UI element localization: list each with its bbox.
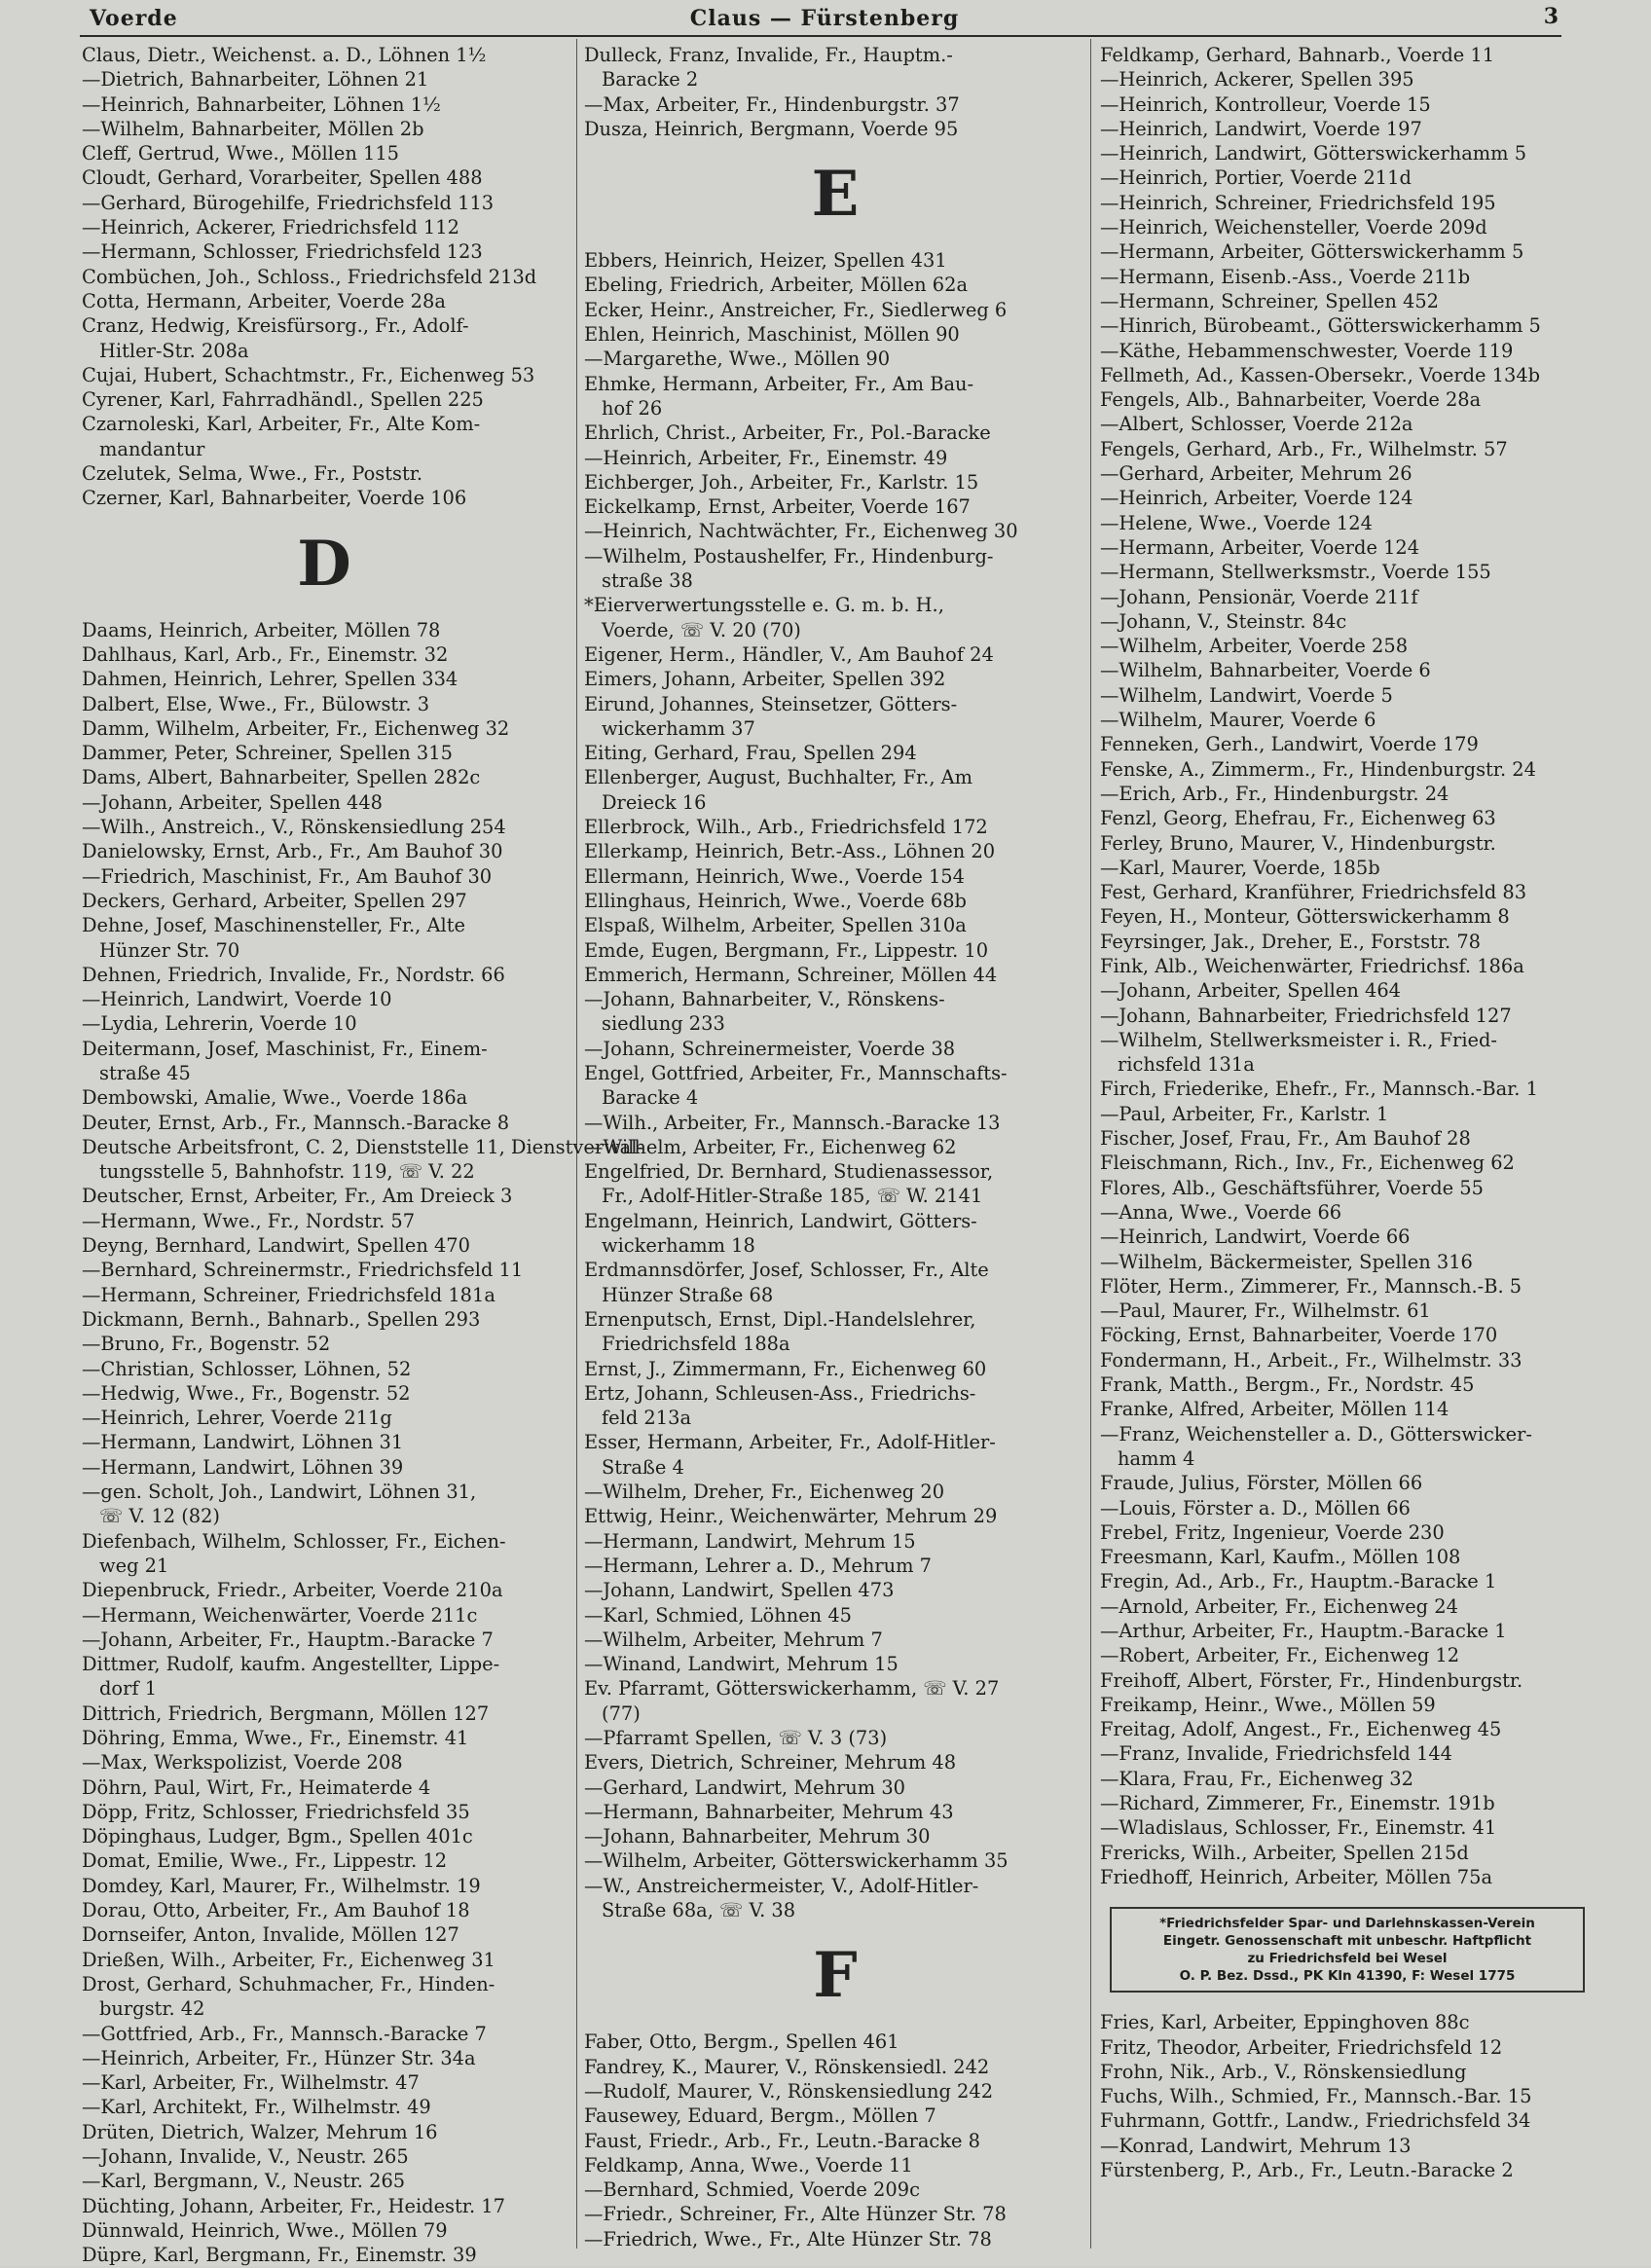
directory-entry: —Johann, V., Steinstr. 84c xyxy=(1100,609,1347,633)
directory-entry-continuation: Dreieck 16 xyxy=(602,790,707,814)
directory-entry: —Heinrich, Kontrolleur, Voerde 15 xyxy=(1100,92,1431,116)
directory-entry: Ellerkamp, Heinrich, Betr.-Ass., Löhnen 20 xyxy=(584,840,996,863)
directory-entry: Fritz, Theodor, Arbeiter, Friedrichsfeld 12 xyxy=(1100,2035,1503,2059)
directory-entry: —W., Anstreichermeister, V., Adolf-Hitler- xyxy=(584,1874,979,1897)
directory-entry-continuation: Straße 4 xyxy=(602,1455,684,1479)
directory-entry: Ehrlich, Christ., Arbeiter, Fr., Pol.-Baracke xyxy=(584,421,991,445)
directory-entry: Ehlen, Heinrich, Maschinist, Möllen 90 xyxy=(584,323,960,347)
directory-entry: Esser, Hermann, Arbeiter, Fr., Adolf-Hitler- xyxy=(584,1431,996,1454)
directory-entry: Dulleck, Franz, Invalide, Fr., Hauptm.- xyxy=(584,44,953,66)
directory-entry: Eigener, Herm., Händler, V., Am Bauhof 24 xyxy=(584,642,994,666)
directory-entry: —Pfarramt Spellen, ☏ V. 3 (73) xyxy=(584,1727,888,1749)
directory-entry: —Wilhelm, Landwirt, Voerde 5 xyxy=(1100,683,1393,707)
directory-entry: —Wilhelm, Bahnarbeiter, Voerde 6 xyxy=(1100,659,1431,682)
directory-entry: —Hermann, Bahnarbeiter, Mehrum 43 xyxy=(584,1800,954,1823)
directory-entry: —Johann, Arbeiter, Spellen 464 xyxy=(1100,979,1401,1003)
directory-entry: Fest, Gerhard, Kranführer, Friedrichsfeld 83 xyxy=(1100,881,1527,904)
directory-entry-continuation: feld 213a xyxy=(602,1407,692,1430)
directory-entry: Cloudt, Gerhard, Vorarbeiter, Spellen 488 xyxy=(82,166,483,190)
directory-entry: —Christian, Schlosser, Löhnen, 52 xyxy=(82,1357,412,1380)
directory-entry: Eickelkamp, Ernst, Arbeiter, Voerde 167 xyxy=(584,495,971,519)
directory-entry: —Friedrich, Wwe., Fr., Alte Hünzer Str. 78 xyxy=(584,2227,992,2250)
directory-entry: Ellinghaus, Heinrich, Wwe., Voerde 68b xyxy=(584,889,967,912)
directory-entry: —Wilhelm, Bäckermeister, Spellen 316 xyxy=(1100,1250,1473,1273)
directory-entry: Fenzl, Georg, Ehefrau, Fr., Eichenweg 63 xyxy=(1100,807,1496,830)
directory-entry: —Johann, Schreinermeister, Voerde 38 xyxy=(584,1037,956,1060)
directory-entry: Eimers, Johann, Arbeiter, Spellen 392 xyxy=(584,668,946,691)
directory-entry: Dams, Albert, Bahnarbeiter, Spellen 282c xyxy=(82,766,481,789)
directory-entry: —Wilhelm, Arbeiter, Voerde 258 xyxy=(1100,635,1409,658)
directory-entry: —Hermann, Wwe., Fr., Nordstr. 57 xyxy=(82,1209,416,1232)
directory-entry-continuation: hamm 4 xyxy=(1118,1446,1195,1470)
directory-entry: —Heinrich, Landwirt, Voerde 66 xyxy=(1100,1225,1411,1249)
directory-entry: Ecker, Heinr., Anstreicher, Fr., Siedlerweg 6 xyxy=(584,298,1008,321)
directory-entry: Föcking, Ernst, Bahnarbeiter, Voerde 170 xyxy=(1100,1324,1498,1347)
directory-entry: Eichberger, Joh., Arbeiter, Fr., Karlstr. 15 xyxy=(584,470,979,494)
header-name-range: Claus — Fürstenberg xyxy=(689,6,960,31)
directory-entry: Domat, Emilie, Wwe., Fr., Lippestr. 12 xyxy=(82,1849,448,1873)
directory-entry: Düchting, Johann, Arbeiter, Fr., Heidestr. 17 xyxy=(82,2194,505,2217)
directory-entry: —Wilhelm, Arbeiter, Götterswickerhamm 35 xyxy=(584,1849,1009,1873)
directory-entry: —Gottfried, Arb., Fr., Mannsch.-Baracke 7 xyxy=(82,2022,487,2045)
directory-entry: —Gerhard, Landwirt, Mehrum 30 xyxy=(584,1775,906,1799)
directory-entry: Ertz, Johann, Schleusen-Ass., Friedrichs- xyxy=(584,1381,976,1405)
directory-entry: —Gerhard, Bürogehilfe, Friedrichsfeld 113 xyxy=(82,191,495,214)
directory-entry: —Bruno, Fr., Bogenstr. 52 xyxy=(82,1333,331,1356)
directory-entry: Fuhrmann, Gottfr., Landw., Friedrichsfeld 34 xyxy=(1100,2109,1531,2133)
directory-entry: —Helene, Wwe., Voerde 124 xyxy=(1100,511,1373,534)
directory-entry: Deuter, Ernst, Arb., Fr., Mannsch.-Baracke 8 xyxy=(82,1111,510,1134)
directory-entry-continuation: wickerhamm 37 xyxy=(602,716,755,740)
directory-entry: —Franz, Weichensteller a. D., Götterswicker- xyxy=(1100,1422,1532,1445)
directory-entry: Dünnwald, Heinrich, Wwe., Möllen 79 xyxy=(82,2218,448,2242)
directory-entry-continuation: Fr., Adolf-Hitler-Straße 185, ☏ W. 2141 xyxy=(602,1185,983,1208)
directory-entry: Ehmke, Hermann, Arbeiter, Fr., Am Bau- xyxy=(584,372,974,395)
header-locality: Voerde xyxy=(90,6,178,31)
directory-entry: —Wilhelm, Maurer, Voerde 6 xyxy=(1100,709,1376,732)
directory-entry: Eirund, Johannes, Steinsetzer, Götters- xyxy=(584,692,958,715)
directory-entry: —Hermann, Schlosser, Friedrichsfeld 123 xyxy=(82,240,483,264)
directory-entry: Drießen, Wilh., Arbeiter, Fr., Eichenweg 31 xyxy=(82,1948,495,1971)
directory-entry: —Heinrich, Landwirt, Voerde 10 xyxy=(82,988,392,1011)
directory-entry: Eiting, Gerhard, Frau, Spellen 294 xyxy=(584,742,917,765)
directory-entry-continuation: straße 45 xyxy=(99,1061,191,1084)
directory-entry: —Hermann, Weichenwärter, Voerde 211c xyxy=(82,1603,478,1627)
directory-entry: —Wilhelm, Arbeiter, Mehrum 7 xyxy=(584,1628,883,1651)
directory-entry: —Heinrich, Arbeiter, Fr., Einemstr. 49 xyxy=(584,446,948,469)
directory-entry: Deitermann, Josef, Maschinist, Fr., Einem- xyxy=(82,1037,488,1060)
advertisement-line: zu Friedrichsfeld bei Wesel xyxy=(1247,1951,1448,1967)
directory-entry-continuation: Hünzer Str. 70 xyxy=(99,938,240,962)
directory-entry: Ferley, Bruno, Maurer, V., Hindenburgstr. xyxy=(1100,831,1496,855)
directory-entry: Czelutek, Selma, Wwe., Fr., Poststr. xyxy=(82,462,423,486)
directory-entry-continuation: burgstr. 42 xyxy=(99,1997,205,2021)
directory-entry: Dembowski, Amalie, Wwe., Voerde 186a xyxy=(82,1086,468,1110)
directory-entry: Dorau, Otto, Arbeiter, Fr., Am Bauhof 18 xyxy=(82,1899,470,1922)
directory-entry: —Heinrich, Arbeiter, Fr., Hünzer Str. 34a xyxy=(82,2046,476,2069)
directory-entry: Fengels, Gerhard, Arb., Fr., Wilhelmstr. 57 xyxy=(1100,437,1508,460)
directory-entry: —Hermann, Arbeiter, Götterswickerhamm 5 xyxy=(1100,240,1524,264)
directory-entry: Döhrn, Paul, Wirt, Fr., Heimaterde 4 xyxy=(82,1775,431,1799)
directory-entry: —Karl, Schmied, Löhnen 45 xyxy=(584,1603,853,1627)
directory-entry: Fries, Karl, Arbeiter, Eppinghoven 88c xyxy=(1100,2011,1470,2034)
directory-entry: Engel, Gottfried, Arbeiter, Fr., Mannschafts- xyxy=(584,1061,1008,1084)
directory-entry: Cotta, Hermann, Arbeiter, Voerde 28a xyxy=(82,289,446,312)
directory-entry: Dahmen, Heinrich, Lehrer, Spellen 334 xyxy=(82,668,459,691)
directory-entry: —Max, Werkspolizist, Voerde 208 xyxy=(82,1751,403,1774)
directory-entry: —Gerhard, Arbeiter, Mehrum 26 xyxy=(1100,462,1413,486)
directory-entry: Deyng, Bernhard, Landwirt, Spellen 470 xyxy=(82,1234,470,1258)
directory-entry: Dittrich, Friedrich, Bergmann, Möllen 127 xyxy=(82,1701,490,1725)
directory-entry: Dammer, Peter, Schreiner, Spellen 315 xyxy=(82,742,453,765)
directory-entry-continuation: dorf 1 xyxy=(99,1677,158,1701)
directory-entry: Emde, Eugen, Bergmann, Fr., Lippestr. 10 xyxy=(584,938,989,962)
directory-entry: —Rudolf, Maurer, V., Rönskensiedlung 242 xyxy=(584,2079,994,2103)
directory-entry: —Johann, Bahnarbeiter, Friedrichsfeld 127 xyxy=(1100,1004,1512,1027)
directory-entry: Emmerich, Hermann, Schreiner, Möllen 44 xyxy=(584,963,998,986)
directory-entry: Fink, Alb., Weichenwärter, Friedrichsf. 186a xyxy=(1100,954,1524,977)
directory-entry: Diefenbach, Wilhelm, Schlosser, Fr., Eichen- xyxy=(82,1529,506,1553)
directory-entry: Dehnen, Friedrich, Invalide, Fr., Nordstr. 66 xyxy=(82,963,505,986)
directory-entry: —Hinrich, Bürobeamt., Götterswickerhamm 5 xyxy=(1100,314,1541,338)
directory-entry: —Wilhelm, Postaushelfer, Fr., Hindenburg- xyxy=(584,544,994,567)
directory-entry: —Winand, Landwirt, Mehrum 15 xyxy=(584,1653,899,1676)
directory-entry: Dahlhaus, Karl, Arb., Fr., Einemstr. 32 xyxy=(82,642,449,666)
directory-entry: —Heinrich, Lehrer, Voerde 211g xyxy=(82,1407,392,1430)
directory-entry-continuation: Hünzer Straße 68 xyxy=(602,1283,774,1306)
directory-entry: Dehne, Josef, Maschinensteller, Fr., Alte xyxy=(82,914,465,937)
directory-entry: Deutscher, Ernst, Arbeiter, Fr., Am Dreieck 3 xyxy=(82,1185,513,1208)
directory-entry: —Karl, Maurer, Voerde, 185b xyxy=(1100,856,1380,879)
directory-entry: —Heinrich, Schreiner, Friedrichsfeld 195 xyxy=(1100,191,1496,214)
directory-entry: —Paul, Maurer, Fr., Wilhelmstr. 61 xyxy=(1100,1299,1431,1323)
directory-entry: —Robert, Arbeiter, Fr., Eichenweg 12 xyxy=(1100,1644,1460,1667)
directory-entry: Cyrener, Karl, Fahrradhändl., Spellen 225 xyxy=(82,388,484,412)
directory-entry-continuation: siedlung 233 xyxy=(602,1012,725,1036)
directory-entry: —Wilhelm, Stellwerksmeister i. R., Fried- xyxy=(1100,1028,1497,1051)
directory-entry: Deckers, Gerhard, Arbeiter, Spellen 297 xyxy=(82,889,467,912)
directory-entry-continuation: Friedrichsfeld 188a xyxy=(602,1333,790,1356)
directory-entry: Engelfried, Dr. Bernhard, Studienassessor, xyxy=(584,1160,994,1184)
directory-entry: —Johann, Bahnarbeiter, Mehrum 30 xyxy=(584,1825,931,1848)
directory-entry: Ernst, J., Zimmermann, Fr., Eichenweg 60 xyxy=(584,1357,987,1380)
directory-entry: —Hedwig, Wwe., Fr., Bogenstr. 52 xyxy=(82,1381,411,1405)
directory-entry: Ev. Pfarramt, Götterswickerhamm, ☏ V. 27 xyxy=(584,1677,1000,1701)
directory-entry: Fellmeth, Ad., Kassen-Obersekr., Voerde 134b xyxy=(1100,363,1541,386)
directory-entry: —Heinrich, Ackerer, Friedrichsfeld 112 xyxy=(82,216,459,239)
directory-entry: Freitag, Adolf, Angest., Fr., Eichenweg 45 xyxy=(1100,1718,1502,1741)
directory-entry: Fenske, A., Zimmerm., Fr., Hindenburgstr. 24 xyxy=(1100,757,1536,781)
directory-entry: —Käthe, Hebammenschwester, Voerde 119 xyxy=(1100,339,1514,362)
directory-entry-continuation: Baracke 4 xyxy=(602,1086,699,1110)
directory-entry: Fengels, Alb., Bahnarbeiter, Voerde 28a xyxy=(1100,388,1482,412)
directory-entry: —Heinrich, Bahnarbeiter, Löhnen 1½ xyxy=(82,92,441,116)
directory-entry: —Hermann, Landwirt, Löhnen 39 xyxy=(82,1455,404,1479)
directory-entry: Feldkamp, Anna, Wwe., Voerde 11 xyxy=(584,2153,913,2177)
directory-entry: —Louis, Förster a. D., Möllen 66 xyxy=(1100,1496,1411,1519)
directory-entry: —Friedrich, Maschinist, Fr., Am Bauhof 30 xyxy=(82,864,493,888)
directory-entry-continuation: ☏ V. 12 (82) xyxy=(99,1505,220,1528)
directory-entry: Deutsche Arbeitsfront, C. 2, Dienststelle 11, Dienstverwal- xyxy=(82,1135,643,1158)
directory-entry: Flores, Alb., Geschäftsführer, Voerde 55 xyxy=(1100,1176,1484,1199)
directory-entry-continuation: mandantur xyxy=(99,437,205,460)
directory-entry: Evers, Dietrich, Schreiner, Mehrum 48 xyxy=(584,1751,957,1774)
directory-entry: —Heinrich, Nachtwächter, Fr., Eichenweg 30 xyxy=(584,520,1018,543)
directory-entry: —Albert, Schlosser, Voerde 212a xyxy=(1100,413,1413,436)
directory-entry: Frohn, Nik., Arb., V., Rönskensiedlung xyxy=(1100,2060,1467,2083)
section-letter: F xyxy=(813,1939,858,2013)
directory-entry: Feldkamp, Gerhard, Bahnarb., Voerde 11 xyxy=(1100,44,1495,66)
directory-entry: Firch, Friederike, Ehefr., Fr., Mannsch.-Bar. 1 xyxy=(1100,1078,1538,1101)
advertisement-line: Eingetr. Genossenschaft mit unbeschr. Haftpflicht xyxy=(1162,1933,1532,1950)
directory-entry: —Karl, Bergmann, V., Neustr. 265 xyxy=(82,2170,406,2193)
directory-entry: —Wilhelm, Arbeiter, Fr., Eichenweg 62 xyxy=(584,1135,957,1158)
directory-entry-continuation: tungsstelle 5, Bahnhofstr. 119, ☏ V. 22 xyxy=(99,1160,475,1184)
directory-entry: Freikamp, Heinr., Wwe., Möllen 59 xyxy=(1100,1693,1436,1716)
page-number: 3 xyxy=(1543,4,1559,29)
directory-entry: Claus, Dietr., Weichenst. a. D., Löhnen 1½ xyxy=(82,44,487,66)
directory-entry: —Anna, Wwe., Voerde 66 xyxy=(1100,1200,1342,1224)
page-header xyxy=(90,4,1559,37)
directory-entry: Friedhoff, Heinrich, Arbeiter, Möllen 75a xyxy=(1100,1865,1492,1888)
directory-entry-continuation: weg 21 xyxy=(99,1554,169,1577)
directory-entry: —Johann, Landwirt, Spellen 473 xyxy=(584,1579,895,1602)
directory-entry: —Wilh., Anstreich., V., Rönskensiedlung 254 xyxy=(82,816,506,839)
directory-entry: Feyrsinger, Jak., Dreher, E., Forststr. 78 xyxy=(1100,930,1481,953)
directory-entry: —Arnold, Arbeiter, Fr., Eichenweg 24 xyxy=(1100,1594,1458,1618)
directory-entry: —Heinrich, Landwirt, Voerde 197 xyxy=(1100,117,1422,140)
directory-entry: Ebeling, Friedrich, Arbeiter, Möllen 62a xyxy=(584,274,969,297)
directory-entry: Freihoff, Albert, Förster, Fr., Hindenburgstr. xyxy=(1100,1668,1523,1692)
directory-entry: —Johann, Arbeiter, Spellen 448 xyxy=(82,790,383,814)
directory-entry: —Hermann, Stellwerksmstr., Voerde 155 xyxy=(1100,561,1491,584)
directory-entry: —Heinrich, Portier, Voerde 211d xyxy=(1100,166,1412,190)
directory-entry: Döhring, Emma, Wwe., Fr., Einemstr. 41 xyxy=(82,1727,469,1749)
directory-entry: —Wilh., Arbeiter, Fr., Mannsch.-Baracke 13 xyxy=(584,1111,1001,1134)
directory-entry: Ebbers, Heinrich, Heizer, Spellen 431 xyxy=(584,249,947,273)
directory-entry: Czarnoleski, Karl, Arbeiter, Fr., Alte Kom- xyxy=(82,413,481,436)
directory-entry: —Hermann, Schreiner, Spellen 452 xyxy=(1100,289,1440,312)
directory-entry: Fürstenberg, P., Arb., Fr., Leutn.-Baracke 2 xyxy=(1100,2159,1514,2182)
directory-entry: —Wilhelm, Bahnarbeiter, Möllen 2b xyxy=(82,117,424,140)
directory-entry: —Max, Arbeiter, Fr., Hindenburgstr. 37 xyxy=(584,92,960,116)
directory-entry: —Bernhard, Schreinermstr., Friedrichsfeld 11 xyxy=(82,1259,524,1282)
directory-entry: Faust, Friedr., Arb., Fr., Leutn.-Baracke 8 xyxy=(584,2129,981,2152)
column-middle xyxy=(584,43,1086,2251)
directory-entry: Fregin, Ad., Arb., Fr., Hauptm.-Baracke 1 xyxy=(1100,1570,1497,1593)
directory-entry: Drüten, Dietrich, Walzer, Mehrum 16 xyxy=(82,2120,438,2143)
directory-entry: Dickmann, Bernh., Bahnarb., Spellen 293 xyxy=(82,1307,481,1331)
advertisement-box xyxy=(1110,1907,1585,1993)
directory-entry: —Friedr., Schreiner, Fr., Alte Hünzer Str. 78 xyxy=(584,2203,1007,2226)
directory-entry: —Karl, Architekt, Fr., Wilhelmstr. 49 xyxy=(82,2096,431,2119)
directory-entry: Feyen, H., Monteur, Götterswickerhamm 8 xyxy=(1100,905,1510,929)
directory-entry: Fondermann, H., Arbeit., Fr., Wilhelmstr. 33 xyxy=(1100,1348,1523,1372)
directory-entry: Ernenputsch, Ernst, Dipl.-Handelslehrer, xyxy=(584,1307,976,1331)
directory-entry: —Heinrich, Weichensteller, Voerde 209d xyxy=(1100,216,1487,239)
directory-entry-continuation: wickerhamm 18 xyxy=(602,1234,755,1258)
directory-entry-continuation: (77) xyxy=(602,1701,641,1725)
directory-entry: Franke, Alfred, Arbeiter, Möllen 114 xyxy=(1100,1398,1449,1421)
directory-entry: Ettwig, Heinr., Weichenwärter, Mehrum 29 xyxy=(584,1505,998,1528)
directory-entry: Düpre, Karl, Bergmann, Fr., Einemstr. 39 xyxy=(82,2244,477,2267)
advertisement-line: O. P. Bez. Dssd., PK Kln 41390, F: Wesel 1775 xyxy=(1179,1968,1516,1985)
directory-entry: Cujai, Hubert, Schachtmstr., Fr., Eichenweg 53 xyxy=(82,363,535,386)
directory-entry: Ellenberger, August, Buchhalter, Fr., Am xyxy=(584,766,973,789)
directory-entry: Fausewey, Eduard, Bergm., Möllen 7 xyxy=(584,2104,936,2128)
directory-entry: —Hermann, Schreiner, Friedrichsfeld 181a xyxy=(82,1283,495,1306)
directory-entry: Fenneken, Gerh., Landwirt, Voerde 179 xyxy=(1100,733,1479,756)
directory-entry: Dalbert, Else, Wwe., Fr., Bülowstr. 3 xyxy=(82,692,430,715)
directory-entry: Frericks, Wilh., Arbeiter, Spellen 215d xyxy=(1100,1841,1469,1864)
directory-entry: —Franz, Invalide, Friedrichsfeld 144 xyxy=(1100,1742,1453,1766)
directory-entry: —Heinrich, Arbeiter, Voerde 124 xyxy=(1100,487,1413,510)
directory-entry: Fraude, Julius, Förster, Möllen 66 xyxy=(1100,1472,1423,1495)
directory-entry: Fuchs, Wilh., Schmied, Fr., Mannsch.-Bar. 15 xyxy=(1100,2085,1532,2108)
section-letter: D xyxy=(297,527,351,601)
directory-entry: —Heinrich, Ackerer, Spellen 395 xyxy=(1100,68,1414,91)
directory-entry: —Johann, Pensionär, Voerde 211f xyxy=(1100,585,1418,608)
directory-entry: Frank, Matth., Bergm., Fr., Nordstr. 45 xyxy=(1100,1373,1475,1397)
column-divider xyxy=(1090,39,1091,2249)
directory-entry: Cleff, Gertrud, Wwe., Möllen 115 xyxy=(82,142,400,165)
directory-entry: —Johann, Invalide, V., Neustr. 265 xyxy=(82,2145,409,2169)
directory-entry: —Erich, Arb., Fr., Hindenburgstr. 24 xyxy=(1100,782,1449,805)
directory-entry: Fleischmann, Rich., Inv., Fr., Eichenweg 62 xyxy=(1100,1152,1515,1175)
directory-entry-continuation: Straße 68a, ☏ V. 38 xyxy=(602,1899,796,1922)
directory-entry-continuation: richsfeld 131a xyxy=(1118,1053,1255,1077)
directory-entry-continuation: Hitler-Str. 208a xyxy=(99,339,249,362)
directory-entry: Damm, Wilhelm, Arbeiter, Fr., Eichenweg 32 xyxy=(82,716,510,740)
directory-entry: Danielowsky, Ernst, Arb., Fr., Am Bauhof 30 xyxy=(82,840,503,863)
directory-entry: —Hermann, Arbeiter, Voerde 124 xyxy=(1100,535,1420,559)
directory-entry: Drost, Gerhard, Schuhmacher, Fr., Hinden- xyxy=(82,1972,495,1995)
column-right xyxy=(1100,43,1596,2182)
directory-entry-continuation: hof 26 xyxy=(602,396,663,420)
directory-entry: Engelmann, Heinrich, Landwirt, Götters- xyxy=(584,1209,977,1232)
directory-entry: Frebel, Fritz, Ingenieur, Voerde 230 xyxy=(1100,1520,1445,1544)
directory-entry: Elspaß, Wilhelm, Arbeiter, Spellen 310a xyxy=(584,914,967,937)
directory-entry: —Johann, Arbeiter, Fr., Hauptm.-Baracke 7 xyxy=(82,1628,494,1651)
directory-entry-continuation: Baracke 2 xyxy=(602,68,699,91)
directory-entry: —Wladislaus, Schlosser, Fr., Einemstr. 41 xyxy=(1100,1816,1497,1840)
directory-entry: Flöter, Herm., Zimmerer, Fr., Mannsch.-B. 5 xyxy=(1100,1274,1523,1298)
directory-entry: —Heinrich, Landwirt, Götterswickerhamm 5 xyxy=(1100,142,1527,165)
directory-entry: —Konrad, Landwirt, Mehrum 13 xyxy=(1100,2134,1412,2157)
directory-entry: Czerner, Karl, Bahnarbeiter, Voerde 106 xyxy=(82,487,467,510)
directory-entry-continuation: Voerde, ☏ V. 20 (70) xyxy=(602,618,801,641)
directory-entry-continuation: straße 38 xyxy=(602,569,693,593)
directory-entry: Domdey, Karl, Maurer, Fr., Wilhelmstr. 19 xyxy=(82,1874,481,1897)
directory-entry: —Paul, Arbeiter, Fr., Karlstr. 1 xyxy=(1100,1102,1389,1125)
directory-entry: —Johann, Bahnarbeiter, V., Rönskens- xyxy=(584,988,945,1011)
directory-entry: —Dietrich, Bahnarbeiter, Löhnen 21 xyxy=(82,68,429,91)
directory-entry: —Hermann, Landwirt, Löhnen 31 xyxy=(82,1431,404,1454)
directory-entry: —Richard, Zimmerer, Fr., Einemstr. 191b xyxy=(1100,1792,1495,1815)
directory-entry: —Hermann, Landwirt, Mehrum 15 xyxy=(584,1529,916,1553)
directory-entry: —Klara, Frau, Fr., Eichenweg 32 xyxy=(1100,1767,1413,1790)
directory-entry: —Karl, Arbeiter, Fr., Wilhelmstr. 47 xyxy=(82,2071,420,2095)
directory-entry: Freesmann, Karl, Kaufm., Möllen 108 xyxy=(1100,1546,1461,1569)
directory-entry: Fandrey, K., Maurer, V., Rönskensiedl. 242 xyxy=(584,2055,990,2078)
directory-entry: Faber, Otto, Bergm., Spellen 461 xyxy=(584,2030,899,2054)
directory-entry: —Hermann, Lehrer a. D., Mehrum 7 xyxy=(584,1554,933,1577)
directory-entry: Daams, Heinrich, Arbeiter, Möllen 78 xyxy=(82,618,441,641)
directory-entry: Combüchen, Joh., Schloss., Friedrichsfeld 213d xyxy=(82,265,537,288)
advertisement-line: *Friedrichsfelder Spar- und Darlehnskassen-Verein xyxy=(1159,1916,1535,1932)
section-letter: E xyxy=(811,158,860,232)
directory-entry: Ellermann, Heinrich, Wwe., Voerde 154 xyxy=(584,864,965,888)
directory-entry: —Wilhelm, Dreher, Fr., Eichenweg 20 xyxy=(584,1481,945,1504)
directory-entry: Erdmannsdörfer, Josef, Schlosser, Fr., Alte xyxy=(584,1259,989,1282)
directory-entry: Fischer, Josef, Frau, Fr., Am Bauhof 28 xyxy=(1100,1127,1471,1151)
directory-entry: Dittmer, Rudolf, kaufm. Angestellter, Lippe- xyxy=(82,1653,500,1676)
directory-entry: *Eierverwertungsstelle e. G. m. b. H., xyxy=(584,594,944,617)
directory-entry: Diepenbruck, Friedr., Arbeiter, Voerde 210a xyxy=(82,1579,503,1602)
directory-entry: Döpinghaus, Ludger, Bgm., Spellen 401c xyxy=(82,1825,473,1848)
directory-entry: Ellerbrock, Wilh., Arb., Friedrichsfeld 172 xyxy=(584,816,988,839)
directory-entry: Döpp, Fritz, Schlosser, Friedrichsfeld 35 xyxy=(82,1800,470,1823)
directory-entry: —Bernhard, Schmied, Voerde 209c xyxy=(584,2178,920,2202)
directory-entry: —Arthur, Arbeiter, Fr., Hauptm.-Baracke 1 xyxy=(1100,1620,1507,1642)
directory-entry: —Margarethe, Wwe., Möllen 90 xyxy=(584,348,891,371)
directory-entry: Dusza, Heinrich, Bergmann, Voerde 95 xyxy=(584,117,959,140)
directory-entry: —gen. Scholt, Joh., Landwirt, Löhnen 31, xyxy=(82,1481,477,1504)
directory-entry: Dornseifer, Anton, Invalide, Möllen 127 xyxy=(82,1923,459,1947)
directory-entry: Cranz, Hedwig, Kreisfürsorg., Fr., Adolf- xyxy=(82,314,469,338)
directory-entry: —Lydia, Lehrerin, Voerde 10 xyxy=(82,1012,357,1036)
directory-entry: —Hermann, Eisenb.-Ass., Voerde 211b xyxy=(1100,265,1471,288)
header-rule xyxy=(80,35,1561,37)
